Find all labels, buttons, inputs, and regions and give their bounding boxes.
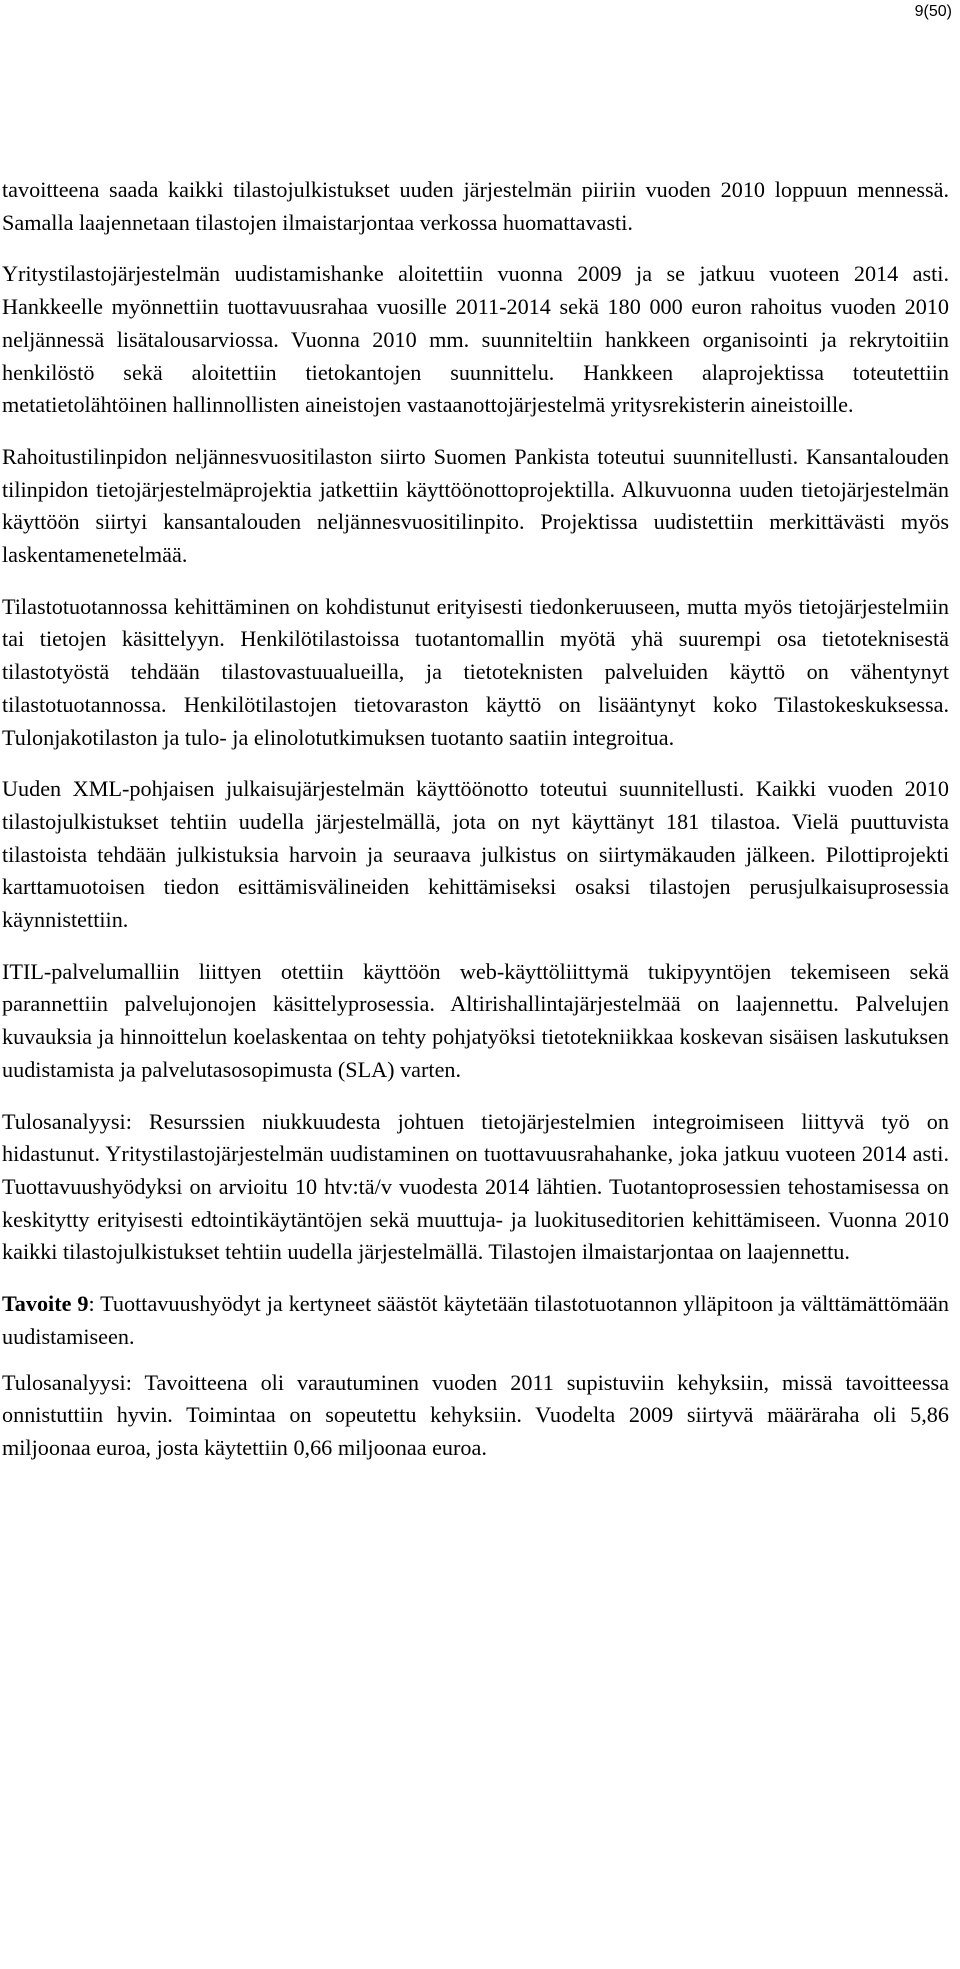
document-body xyxy=(2,174,949,1484)
paragraph-business-statistics: Yritystilastojärjestelmän uudistamishanke aloitettiin vuonna 2009 ja se jatkuu vuoteen 2014 asti. Hankkeelle myönnettiin tuottavuusrahaa vuosille 2011-2014 sekä 180 000 euron rahoitus vuoden 2010 neljännessä lisätalousarviossa. Vuonna 2010 mm. suunniteltiin hankkeen organisointi ja rekrytoitiin henkilöstö sekä aloitettiin tietokantojen suunnittelu. Hankkeen alaprojektissa toteutettiin metatietolähtöinen hallinnollisten aineistojen vastaanottojärjestelmä yritysrekisterin aineistoille. xyxy=(2,261,949,418)
paragraph-results-analysis: Tulosanalyysi: Resurssien niukkuudesta johtuen tietojärjestelmien integroimiseen liittyvä työ on hidastunut. Yritystilastojärjestelmän uudistaminen on tuottavuusrahahanke, joka jatkuu vuoteen 2014 asti. Tuottavuushyödyksi on arvioitu 10 htv:tä/v vuodesta 2014 lähtien. Tuotantoprosessien tehostamisessa on keskitytty erityisesti edtointikäytäntöjen sekä muuttuja- ja luokituseditorien kehittämiseen. Vuonna 2010 kaikki tilastojulkistukset tehtiin uudella järjestelmällä. Tilastojen ilmaistarjontaa on laajennettu. xyxy=(2,1108,949,1265)
paragraph-financial-accounts: Rahoitustilinpidon neljännesvuositilaston siirto Suomen Pankista toteutui suunnitellusti. Kansantalouden tilinpidon tietojärjestelmäprojektia jatkettiin käyttöönottoprojektilla. Alkuvuonna uuden tietojärjestelmän käyttöön siirtyi kansantalouden neljännesvuositilinpito. Projektissa uudistettiin merkittävästi myös laskentamenetelmää. xyxy=(2,443,949,568)
paragraph-statistics-production: Tilastotuotannossa kehittäminen on kohdistunut erityisesti tiedonkeruuseen, mutta myös tietojärjestelmiin tai tietojen käsittelyyn. Henkilötilastoissa tuotantomallin myötä yhä suurempi osa tietoteknisestä tilastotyöstä tehdään tilastovastuualueilla, ja tietoteknisten palveluiden käyttö on vähentynyt tilastotuotannossa. Henkilötilastojen tietovaraston käyttö on lisääntynyt koko Tilastokeskuksessa. Tulonjakotilaston ja tulo- ja elinolotutkimuksen tuotanto saatiin integroitua. xyxy=(2,593,949,750)
paragraph-continuation: tavoitteena saada kaikki tilastojulkistukset uuden järjestelmän piiriin vuoden 2010 loppuun mennessä. Samalla laajennetaan tilastojen ilmaistarjontaa verkossa huomattavasti. xyxy=(2,177,949,235)
paragraph-goal-results-analysis: Tulosanalyysi: Tavoitteena oli varautuminen vuoden 2011 supistuviin kehyksiin, missä tavoitteessa onnistuttiin hyvin. Toimintaa on sopeutettu kehyksiin. Vuodelta 2009 siirtyvä määräraha oli 5,86 miljoonaa euroa, josta käytettiin 0,66 miljoonaa euroa. xyxy=(2,1369,949,1460)
goal-text: : Tuottavuushyödyt ja kertyneet säästöt käytetään tilastotuotannon ylläpitoon ja välttämättömään uudistamiseen. xyxy=(2,1291,949,1349)
goal-label: Tavoite 9 xyxy=(2,1291,89,1317)
goal-statement xyxy=(2,1288,949,1353)
paragraph-itil-service-model: ITIL-palvelumalliin liittyen otettiin käyttöön web-käyttöliittymä tukipyyntöjen tekemiseen sekä parannettiin palvelujonojen käsittelyprosessia. Altirishallintajärjestelmää on laajennettu. Palvelujen kuvauksia ja hinnoittelun koelaskentaa on tehty pohjatyöksi tietotekniikkaa koskevan sisäisen laskutuksen uudistamista ja palvelutasosopimusta (SLA) varten. xyxy=(2,958,949,1082)
paragraph-publishing-system: Uuden XML-pohjaisen julkaisujärjestelmän käyttöönotto toteutui suunnitellusti. Kaikki vuoden 2010 tilastojulkistukset tehtiin uudella järjestelmällä, jota on nyt käyttänyt 181 tilastoa. Vielä puuttuvista tilastoista tehdään julkistuksia harvoin ja seuraava julkistus on siirtymäkauden jälkeen. Pilottiprojekti karttamuotoisen tiedon esittämisvälineiden kehittämiseksi osaksi tilastojen perusjulkaisuprosessia käynnistettiin. xyxy=(2,776,949,933)
page-number: 9(50) xyxy=(914,3,952,20)
